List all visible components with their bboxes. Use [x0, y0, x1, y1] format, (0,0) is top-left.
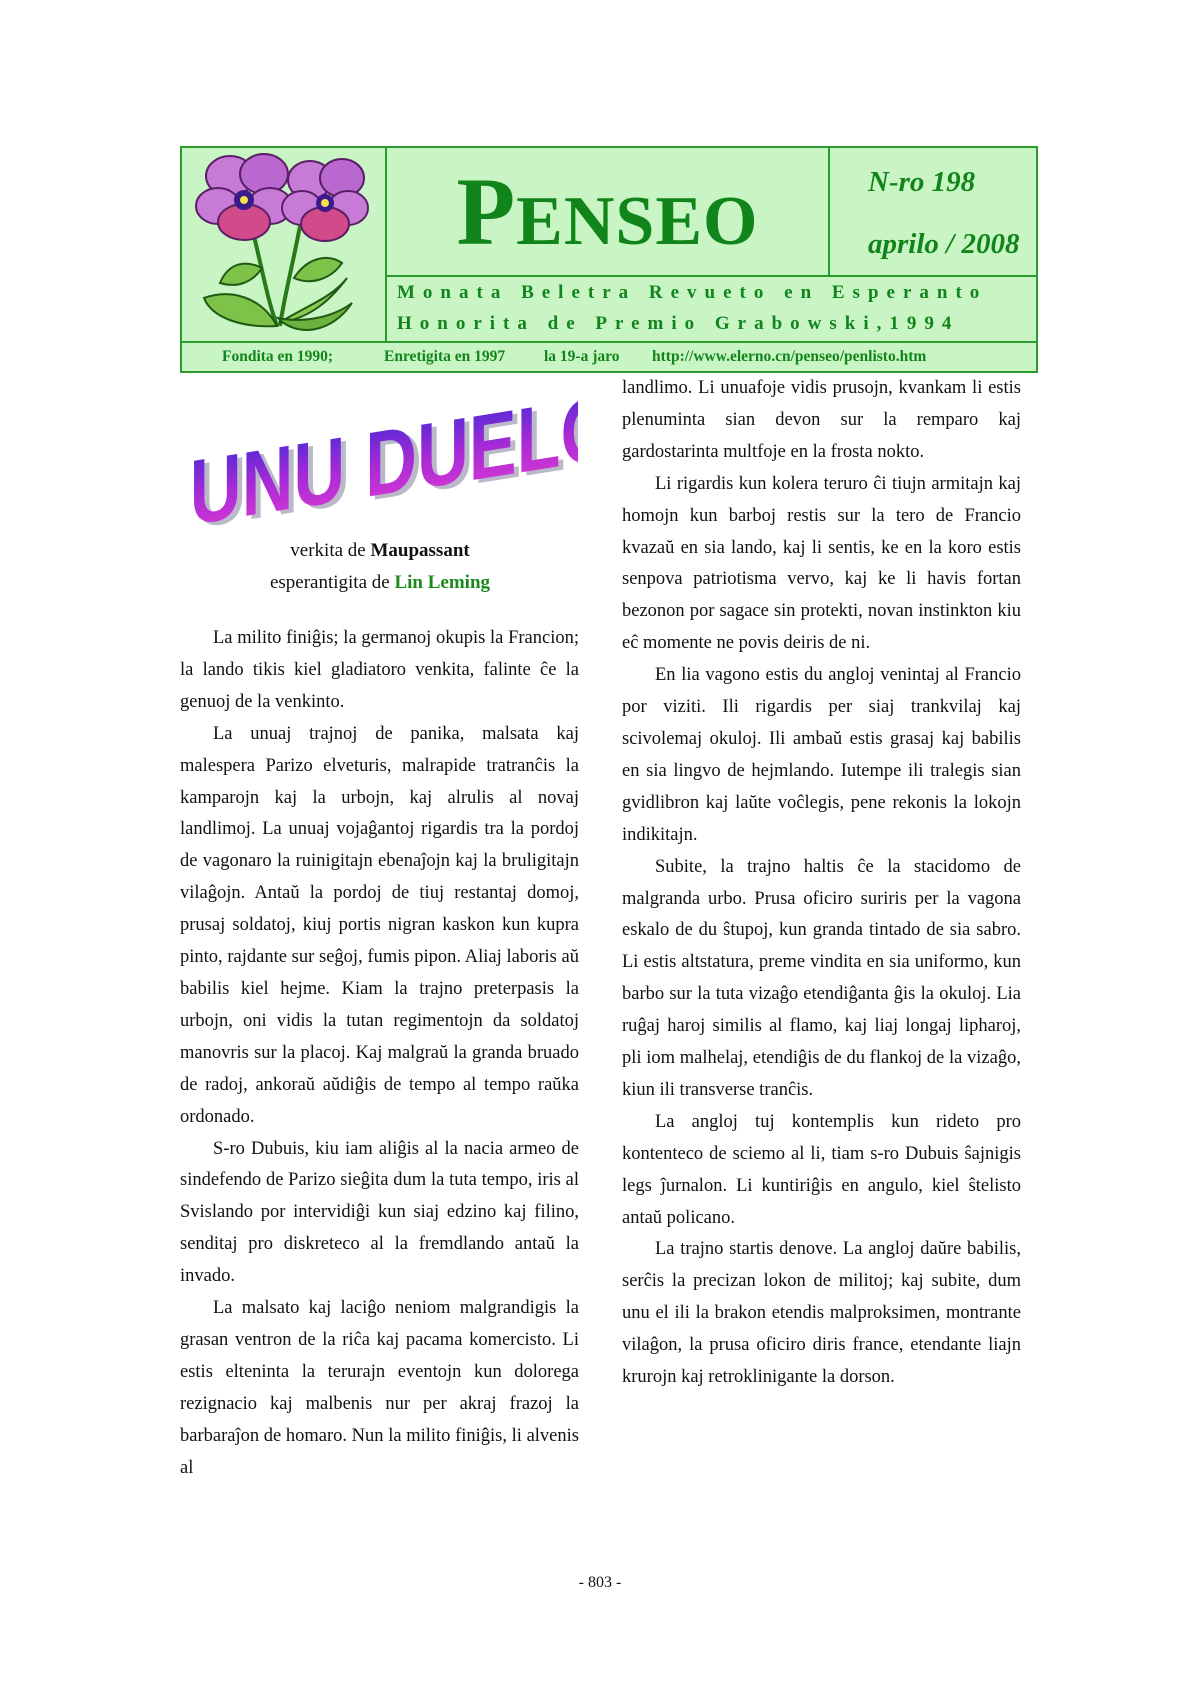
paragraph: La milito finiĝis; la germanoj okupis la Francion; la lando tikis kiel gladiatoro venkita, falinte ĉe la genuoj de la venkinto. [180, 628, 579, 712]
subtitle-line: Monata Beletra Revueto en Esperanto [397, 282, 988, 303]
paragraph: En lia vagono estis du angloj venintaj al Francio por viziti. Ili rigardis per siaj trankvilaj kaj scivolemaj okuloj. Ili ambaŭ estis grasaj kaj babilis en sia lingvo de hejmlando. Iutempe ili tralegis sian gvidlibron kaj laŭte voĉlegis, pene rekonis la lokojn indikitajn. [622, 665, 1021, 845]
paragraph: La unuaj trajnoj de panika, malsata kaj malespera Parizo elveturis, malrapide tratranĉis la kamparojn kaj la urbojn, kaj alrulis al novaj landlimoj. La unuaj vojaĝantoj rigardis tra la pordoj de vagonaro la ruinigitajn ebenaĵojn kaj la bruligitajn vilaĝojn. Antaŭ la pordoj de tiuj restantaj domoj, prusaj soldatoj, kiuj portis nigran kaskon kun kupra pinto, rajdante sur seĝoj, fumis pipon. Aliaj laboris aŭ babilis kiel hejme. Kiam la trajno preterpasis la urbojn, oni vidis la tutan regimentojn da soldatoj manovris sur la placoj. Kaj malgraŭ la granda bruado de radoj, ankoraŭ aŭdiĝis de tempo al tempo raŭka ordonado. [180, 723, 579, 1127]
info-bar [182, 343, 1036, 371]
pansy-flower-icon [182, 148, 385, 341]
registered-text: Enretigita en 1997 [384, 348, 506, 365]
subtitle-block [387, 277, 1036, 341]
founded-text: Fondita en 1990; [222, 348, 334, 365]
year-text: la 19-a jaro [544, 348, 620, 365]
paragraph: S-ro Dubuis, kiu iam aliĝis al la nacia armeo de sindefendo de Parizo sieĝita dum la tuta tempo, iris al Svislando por intervidiĝi kun siaj edzino kaj filino, senditaj pro diskreteco al la fremdlando antaŭ la invado. [180, 1138, 579, 1287]
paragraph: landlimo. Li unuafoje vidis prusojn, kvankam li estis plenuminta sian devon sur la remparo kaj gardostarinta multfoje en la frosta nokto. [622, 378, 1021, 462]
paragraph: La malsato kaj laciĝo neniom malgrandigis la grasan ventron de la riĉa kaj pacama komercisto. Li estis elteninta la terurajn eventojn kun dolorega rezignacio kaj malbenis nur per akraj frazoj la barbaraĵon de homaro. Nun la milito finiĝis, li alvenis al [180, 1298, 579, 1478]
masthead [180, 146, 1038, 373]
award-line: Honorita de Premio Grabowski,1994 [397, 313, 960, 334]
issue-date: aprilo / 2008 [868, 228, 1020, 260]
translator-name: Lin Leming [394, 572, 491, 593]
translator-prefix: esperantigita de [269, 572, 395, 593]
byline [180, 535, 580, 599]
page-number: - 803 - [578, 1574, 622, 1591]
byline-prefix: verkita de [290, 540, 371, 561]
issue-info [830, 148, 1036, 275]
left-column [180, 623, 579, 1484]
issue-number: N-ro 198 [868, 166, 976, 198]
paragraph: Subite, la trajno haltis ĉe la stacidomo de malgranda urbo. Prusa oficiro suriris per la vagona eskalo de du ŝtupoj, kun granda tintado de sia sabro. Li estis altstatura, preme vindita en sia uniformo, kun barbo sur la tuta vizaĝo etendiĝanta ĝis la okuloj. Lia ruĝaj haroj similis al flamo, kaj liaj longaj lipharoj, pli iom malhelaj, etendiĝis de du flankoj de la vizaĝo, kiun ili transverse tranĉis. [622, 856, 1021, 1100]
article-title-text: UNU DUELO [189, 378, 578, 528]
paragraph: La angloj tuj kontemplis kun rideto pro kontenteco de sciemo al li, tiam s-ro Dubuis ŝajnigis legs ĵurnalon. Li kuntiriĝis en angulo, kiel ŝtelisto antaŭ policano. [622, 1111, 1021, 1228]
article-title-shadow: UNU DUELO [194, 378, 578, 528]
paragraph: Li rigardis kun kolera teruro ĉi tiujn armitajn kaj homojn kun barboj restis sur la tero de Francio kvazaŭ en sia lando, kaj li sentis, ke en la koro estis senpova patriotisma vervo, kaj ke li havis fortan bezonon por sagace sin protekti, novan instinkton kiu eĉ momente ne povis deiris de ni. [622, 473, 1021, 654]
author-name: Maupassant [370, 540, 470, 561]
article-title [178, 378, 578, 528]
website-link[interactable]: http://www.elerno.cn/penseo/penlisto.htm [652, 348, 927, 365]
title-initial: P [456, 157, 517, 265]
paragraph: La trajno startis denove. La angloj daŭre babilis, serĉis la precizan lokon de militoj; kaj subite, dum unu el ili la brakon etendis malproksimen, montrante vilaĝon, la prusa oficiro diris france, etendante liajn krurojn kaj retroklinigante la dorson. [622, 1239, 1021, 1388]
magazine-title [387, 148, 828, 275]
right-column [622, 373, 1021, 1394]
title-rest: ENSEO [516, 182, 759, 260]
